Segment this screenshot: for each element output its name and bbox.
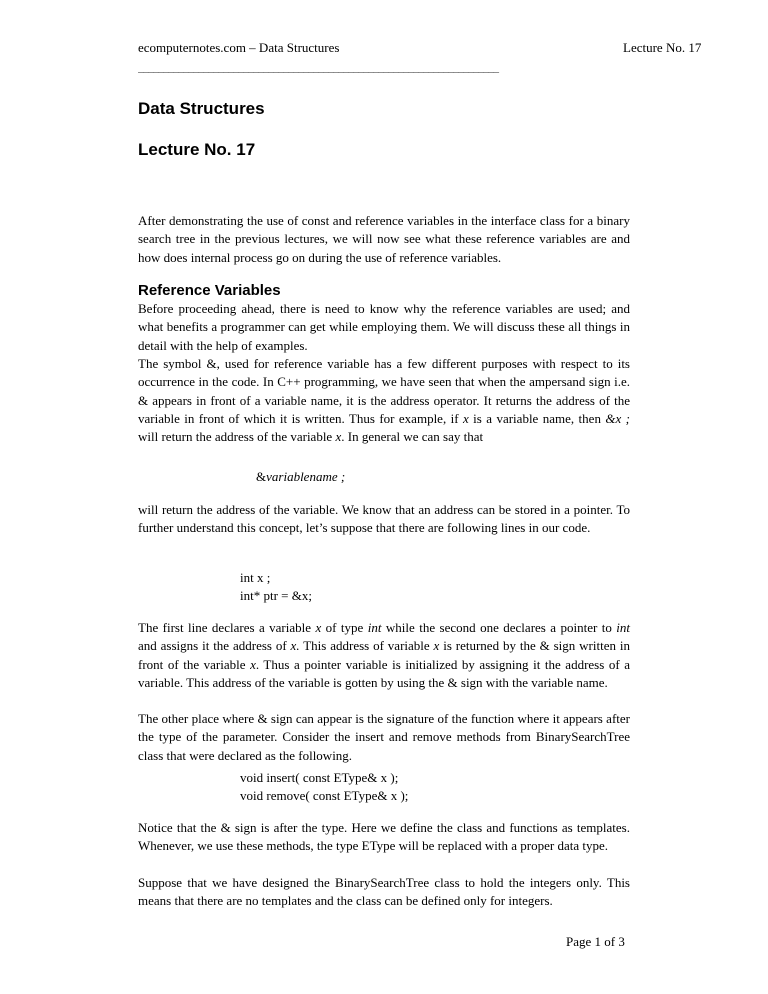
header-site-title: ecomputernotes.com – Data Structures (138, 40, 340, 55)
page-number: Page 1 of 3 (566, 934, 625, 949)
code-block-2 (240, 769, 408, 805)
paragraph-3: will return the address of the variable. We know that an address can be stored in a pointer. To further understand this concept, let’s suppose that there are following lines in our code. (138, 502, 630, 536)
paragraph-7: Suppose that we have designed the BinarySearchTree class to hold the integers only. This means that there are no templates and the class can be defined only for integers. (138, 875, 630, 909)
document-title: Data Structures (138, 99, 265, 118)
intro-paragraph: After demonstrating the use of const and reference variables in the interface class for a binary search tree in the previous lectures, we will now see what these reference variables are and how does internal process go on during the use of reference variables. (138, 213, 630, 265)
code-block-1 (240, 569, 312, 605)
section-heading: Reference Variables (138, 282, 281, 299)
paragraph-4: The first line declares a variable x of type int while the second one declares a pointer to int and assigns it the address of x. This address of variable x is returned by the & sign written in front of the variable x. Thus a pointer variable is initialized by assigning it the address of a variable. This address of the variable is gotten by using the & sign with the variable name. (138, 620, 631, 690)
code-line: int* ptr = &x; (240, 588, 312, 603)
paragraph-6: Notice that the & sign is after the type. Here we define the class and functions as templates. Whenever, we use these methods, the type EType will be replaced with a proper data type. (138, 820, 630, 854)
header-rule: ________________________________________________________________________ (138, 60, 498, 74)
paragraph-2: The symbol &, used for reference variable has a few different purposes with respect to its occurrence in the code. In C++ programming, we have seen that when the ampersand sign i.e. & appears in front of a variable name, it is the address operator. It returns the address of the variable in front of which it is written. Thus for example, if x is a variable name, then &x ; will return the address of the variable x. In general we can say that (138, 356, 631, 445)
header-lecture-number: Lecture No. 17 (623, 40, 702, 55)
paragraph-5: The other place where & sign can appear is the signature of the function where it appears after the type of the parameter. Consider the insert and remove methods from BinarySearchTree class that were declared as the following. (138, 711, 630, 763)
code-line: void remove( const EType& x ); (240, 788, 409, 803)
address-operator-example: &variablename ; (256, 469, 346, 484)
paragraph-1: Before proceeding ahead, there is need to know why the reference variables are used; and what benefits a programmer can get while employing them. We will discuss these all things in detail with the help of examples. (138, 301, 630, 353)
code-line: void insert( const EType& x ); (240, 770, 399, 785)
lecture-title: Lecture No. 17 (138, 140, 256, 159)
code-line: int x ; (240, 570, 271, 585)
